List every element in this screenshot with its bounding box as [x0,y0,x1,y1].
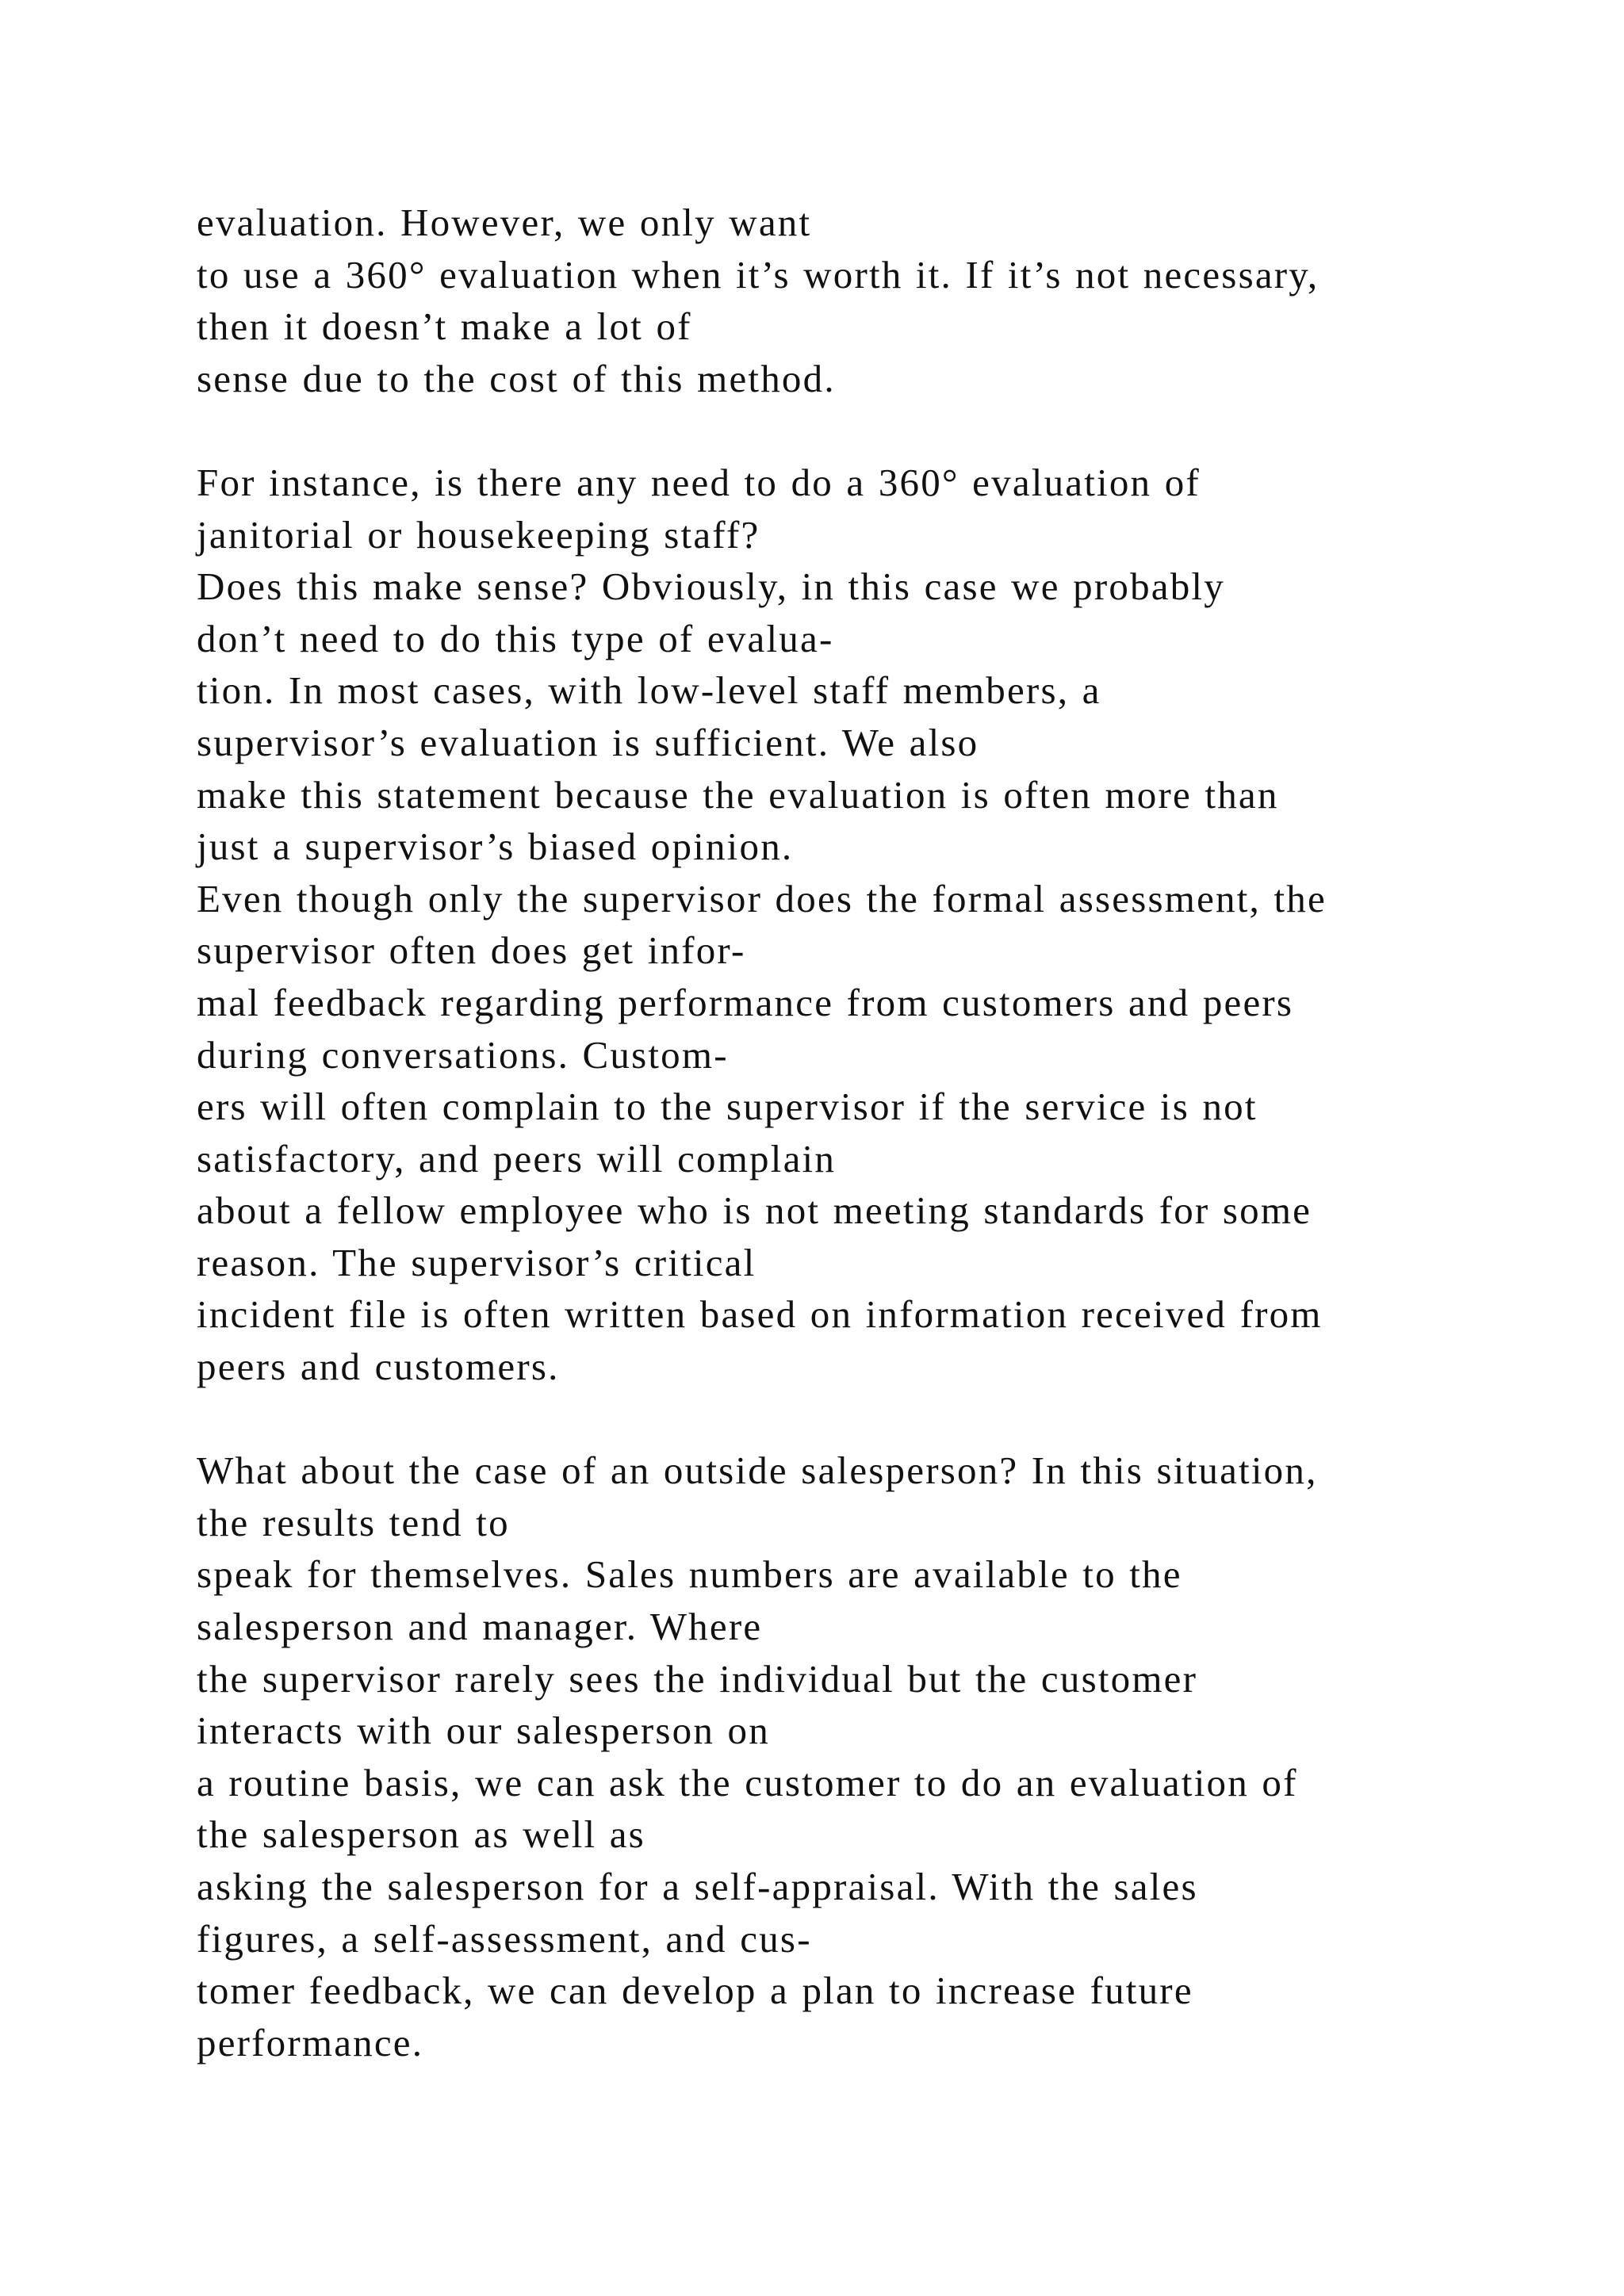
text-line: mal feedback regarding performance from customers and peers [197,980,1294,1024]
text-line: the results tend to [197,1500,510,1544]
text-line: peers and customers. [197,1345,560,1389]
text-line: evaluation. However, we only want [197,201,812,244]
paragraph-1 [197,197,1592,404]
text-line: supervisor often does get infor- [197,928,746,973]
text-line: make this statement because the evaluation is often more than [197,772,1279,817]
text-line: Does this make sense? Obviously, in this case we probably [197,564,1225,609]
text-line: Even though only the supervisor does the formal assessment, the [197,876,1327,920]
text-line: the supervisor rarely sees the individual but the customer [197,1656,1198,1701]
text-line: a routine basis, we can ask the customer to do an evaluation of [197,1760,1298,1804]
text-line: then it doesn’t make a lot of [197,304,692,349]
text-line: What about the case of an outside salesperson? In this situation, [197,1448,1318,1493]
text-line: asking the salesperson for a self-appraisal. With the sales [197,1865,1198,1908]
text-line: the salesperson as well as [197,1812,645,1857]
text-line: to use a 360° evaluation when it’s worth it. If it’s not necessary, [197,252,1320,297]
text-line: interacts with our salesperson on [197,1709,770,1753]
paragraph-3 [197,1445,1592,2068]
text-line: during conversations. Custom- [197,1032,729,1077]
text-line: incident file is often written based on information received from [197,1292,1323,1337]
text-line: salesperson and manager. Where [197,1605,763,1649]
text-line: performance. [197,2020,424,2064]
paragraph-2 [197,457,1592,1393]
text-line: tion. In most cases, with low-level staff members, a [197,668,1101,713]
text-line: sense due to the cost of this method. [197,356,836,400]
text-line: don’t need to do this type of evalua- [197,616,834,660]
text-line: janitorial or housekeeping staff? [197,512,760,557]
body-text [197,197,1592,2068]
text-line: just a supervisor’s biased opinion. [197,825,794,869]
text-line: supervisor’s evaluation is sufficient. We also [197,720,979,764]
text-line: For instance, is there any need to do a 360° evaluation of [197,460,1201,504]
text-line: reason. The supervisor’s critical [197,1240,756,1284]
text-line: tomer feedback, we can develop a plan to increase future [197,1969,1193,2013]
text-line: about a fellow employee who is not meeting standards for some [197,1188,1312,1233]
text-line: satisfactory, and peers will complain [197,1136,837,1181]
text-line: figures, a self-assessment, and cus- [197,1916,812,1961]
text-line: ers will often complain to the supervisor if the service is not [197,1085,1258,1129]
text-line: speak for themselves. Sales numbers are available to the [197,1552,1182,1597]
